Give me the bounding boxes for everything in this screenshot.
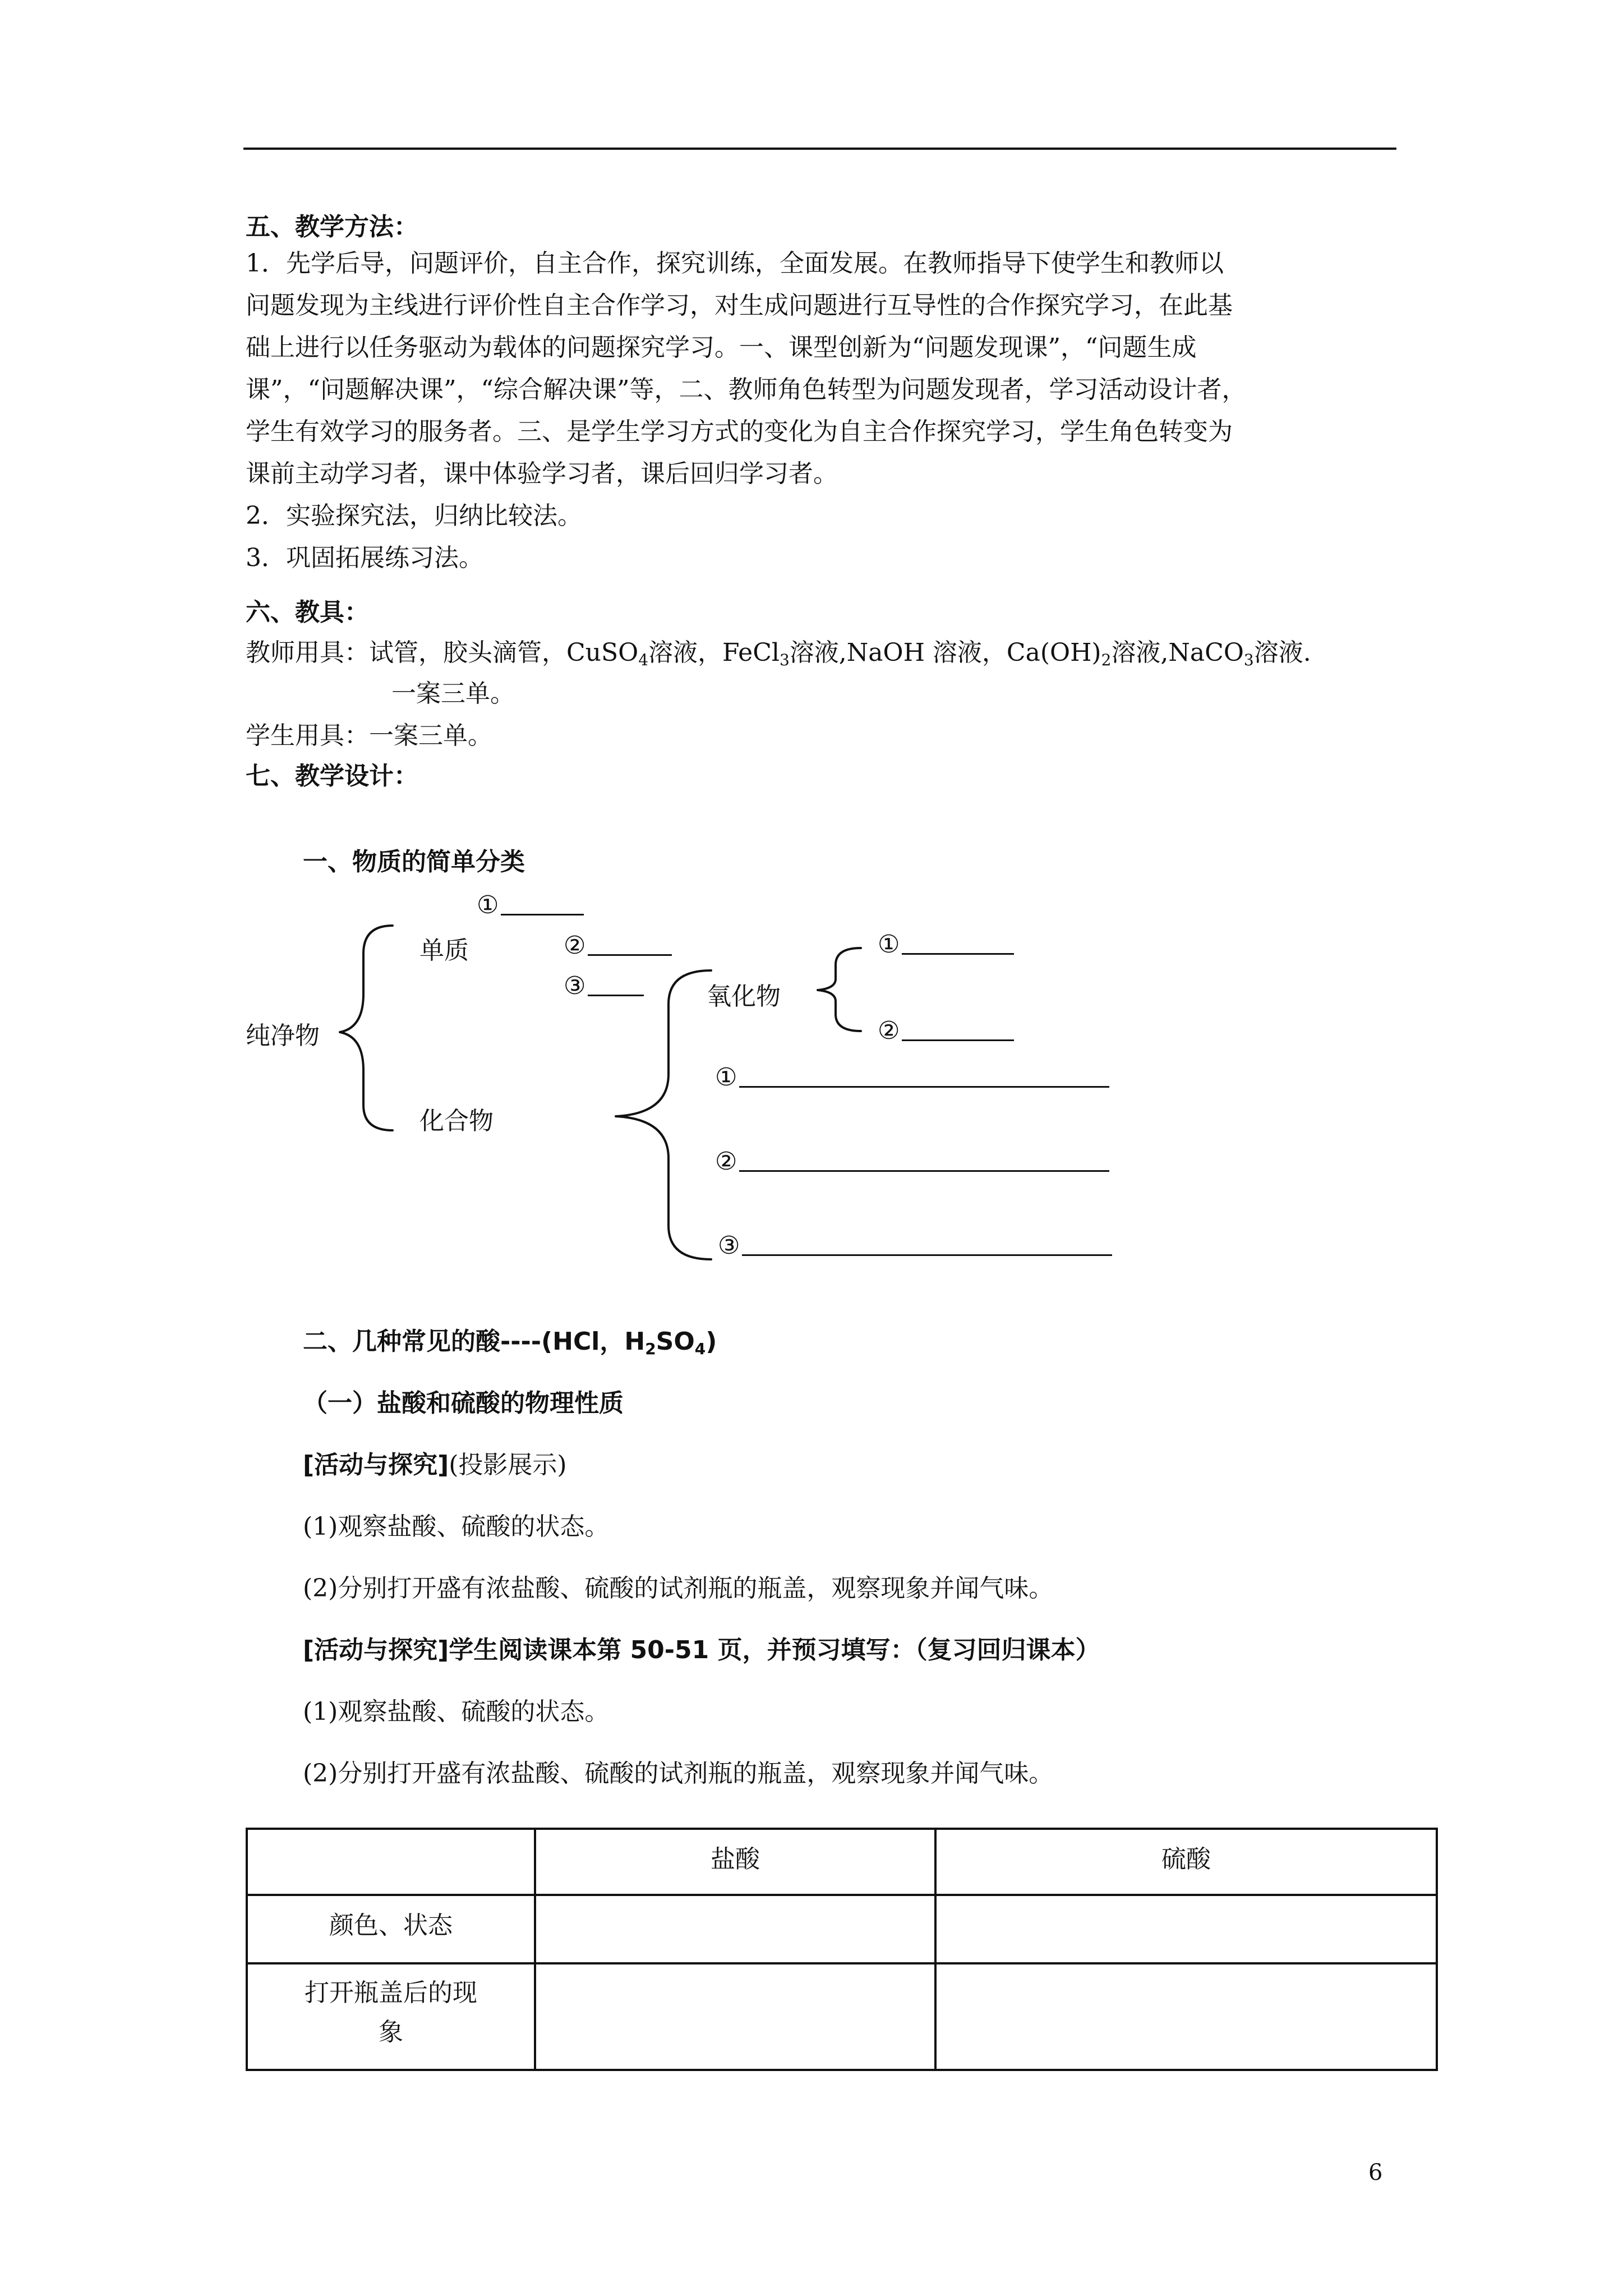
teacher-tools: 教师用具：试管，胶头滴管，CuSO$_4$溶液，FeCl$_3$溶液,NaOH 溶液，$Ca(OH)_2$溶液,NaCO$_3$溶液. [246,638,1311,669]
section6-heading: 六、教具： [246,598,369,627]
element-blank-1: ① [477,891,584,919]
part1-heading: 一、物质的简单分类 [303,848,525,876]
cell-hcl-color-state[interactable] [535,1895,935,1963]
part2-heading: 二、几种常见的酸----(HCl，$H_2SO_4$) [303,1327,717,1358]
item1-line: 课”，“问题解决课”，“综合解决课”等，二、教师角色转型为问题发现者，学习活动设计者， [246,375,1247,404]
item2: 2．实验探究法，归纳比较法。 [246,501,582,530]
brace-compound [616,970,711,1259]
properties-table [246,1828,1438,2071]
element-blank-2: ② [564,931,672,960]
student-tools: 学生用具：一案三单。 [246,721,492,750]
compound-blank-1: ① [715,1063,1109,1092]
label-element: 单质 [419,936,469,965]
row-label-color-state: 颜色、状态 [247,1895,535,1963]
cell-h2so4-color-state[interactable] [935,1895,1437,1963]
observation-2: (2)分别打开盛有浓盐酸、硫酸的试剂瓶的瓶盖，观察现象并闻气味。 [303,1574,1054,1603]
observation-3: (1)观察盐酸、硫酸的状态。 [303,1697,610,1726]
oxide-blank-2: ② [878,1016,1014,1045]
teacher-tools-line2: 一案三单。 [391,679,515,708]
row-label-phenomenon: 打开瓶盖后的现 象 [247,1963,535,2070]
element-blank-3: ③ [564,972,644,1000]
item1-line: 课前主动学习者，课中体验学习者，课后回归学习者。 [246,459,838,488]
observation-1: (1)观察盐酸、硫酸的状态。 [303,1512,610,1541]
item1-line: 础上进行以任务驱动为载体的问题探究学习。一、课型创新为“问题发现课”，“问题生成 [246,333,1197,362]
item1-line: 问题发现为主线进行评价性自主合作学习，对生成问题进行互导性的合作探究学习，在此基 [246,291,1233,320]
brace-pure-substance [340,926,393,1130]
oxide-blank-1: ① [878,930,1014,959]
table-row [247,1895,1437,1963]
section5-heading: 五、教学方法： [246,213,418,241]
table-row [247,1963,1437,2070]
label-compound: 化合物 [419,1107,494,1135]
item1-line: 学生有效学习的服务者。三、是学生学习方式的变化为自主合作探究学习，学生角色转变为 [246,417,1233,446]
page-number: 6 [1368,2160,1383,2185]
activity-1: [活动与探究](投影展示) [303,1451,567,1479]
cell-h2so4-phenomenon[interactable] [935,1963,1437,2070]
item3: 3．巩固拓展练习法。 [246,544,483,572]
header-hcl: 盐酸 [535,1829,935,1895]
compound-blank-2: ② [715,1147,1109,1176]
table-header-row [247,1829,1437,1895]
compound-blank-3: ③ [718,1231,1112,1260]
label-oxide: 氧化物 [707,982,781,1011]
brace-oxide [818,948,861,1031]
part2-subheading: （一）盐酸和硫酸的物理性质 [303,1389,624,1418]
observation-4: (2)分别打开盛有浓盐酸、硫酸的试剂瓶的瓶盖，观察现象并闻气味。 [303,1759,1054,1788]
label-pure-substance: 纯净物 [246,1022,320,1050]
table-corner-cell [247,1829,535,1895]
activity-2: [活动与探究]学生阅读课本第 50-51 页，并预习填写：（复习回归课本） [303,1636,1100,1664]
item1-line: 1．先学后导，问题评价，自主合作，探究训练，全面发展。在教师指导下使学生和教师以 [246,249,1224,278]
section7-heading: 七、教学设计： [246,762,418,790]
header-h2so4: 硫酸 [935,1829,1437,1895]
cell-hcl-phenomenon[interactable] [535,1963,935,2070]
